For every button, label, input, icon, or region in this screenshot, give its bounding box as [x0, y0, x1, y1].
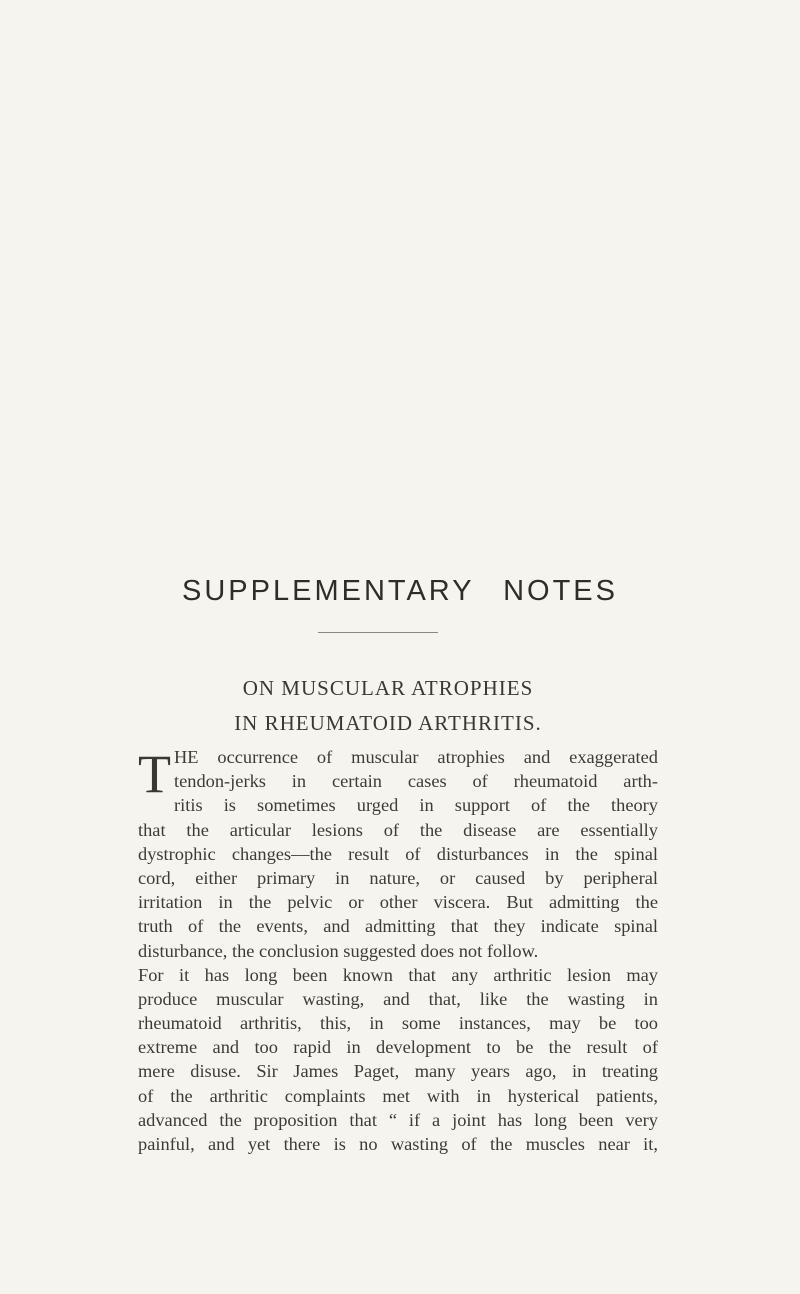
subtitle-line-2: IN RHEUMATOID ARTHRITIS.: [234, 711, 542, 735]
paragraph-line: extreme and too rapid in development to be the result of: [138, 1037, 658, 1058]
section-heading: SUPPLEMENTARY NOTES: [182, 575, 618, 607]
paragraph-line: For it has long been known that any arthritic lesion may: [138, 964, 658, 985]
paragraph-line: of the arthritic complaints met with in hysterical patients,: [138, 1085, 658, 1106]
heading-rule: [318, 632, 438, 633]
body-paragraph: [138, 745, 658, 1156]
drop-cap: T: [138, 744, 171, 804]
paragraph-line: truth of the events, and admitting that they indicate spinal: [138, 916, 658, 937]
paragraph-line: [138, 745, 658, 769]
paragraph-line: ritis is sometimes urged in support of the theory: [174, 795, 658, 816]
subtitle-line-1: ON MUSCULAR ATROPHIES: [242, 676, 534, 700]
paragraph-line: tendon-jerks in certain cases of rheumatoid arth-: [174, 771, 658, 792]
paragraph-line: painful, and yet there is no wasting of the muscles near it,: [138, 1134, 658, 1154]
paragraph-line: disturbance, the conclusion suggested does not follow.: [138, 940, 539, 961]
paragraph-line: cord, either primary in nature, or caused by peripheral: [138, 867, 658, 888]
paragraph-line: that the articular lesions of the disease are essentially: [138, 819, 658, 840]
paragraph-line: advanced the proposition that “ if a joint has long been very: [138, 1109, 658, 1130]
first-line-text: HE occurrence of muscular atrophies and exaggerated: [174, 747, 658, 767]
paragraph-line: irritation in the pelvic or other viscera. But admitting the: [138, 892, 658, 913]
paragraph-line: produce muscular wasting, and that, like the wasting in: [138, 988, 658, 1009]
paragraph-line: dystrophic changes—the result of disturbances in the spinal: [138, 843, 658, 864]
paragraph-line: rheumatoid arthritis, this, in some instances, may be too: [138, 1013, 658, 1034]
paragraph-line: mere disuse. Sir James Paget, many years ago, in treating: [138, 1061, 658, 1082]
